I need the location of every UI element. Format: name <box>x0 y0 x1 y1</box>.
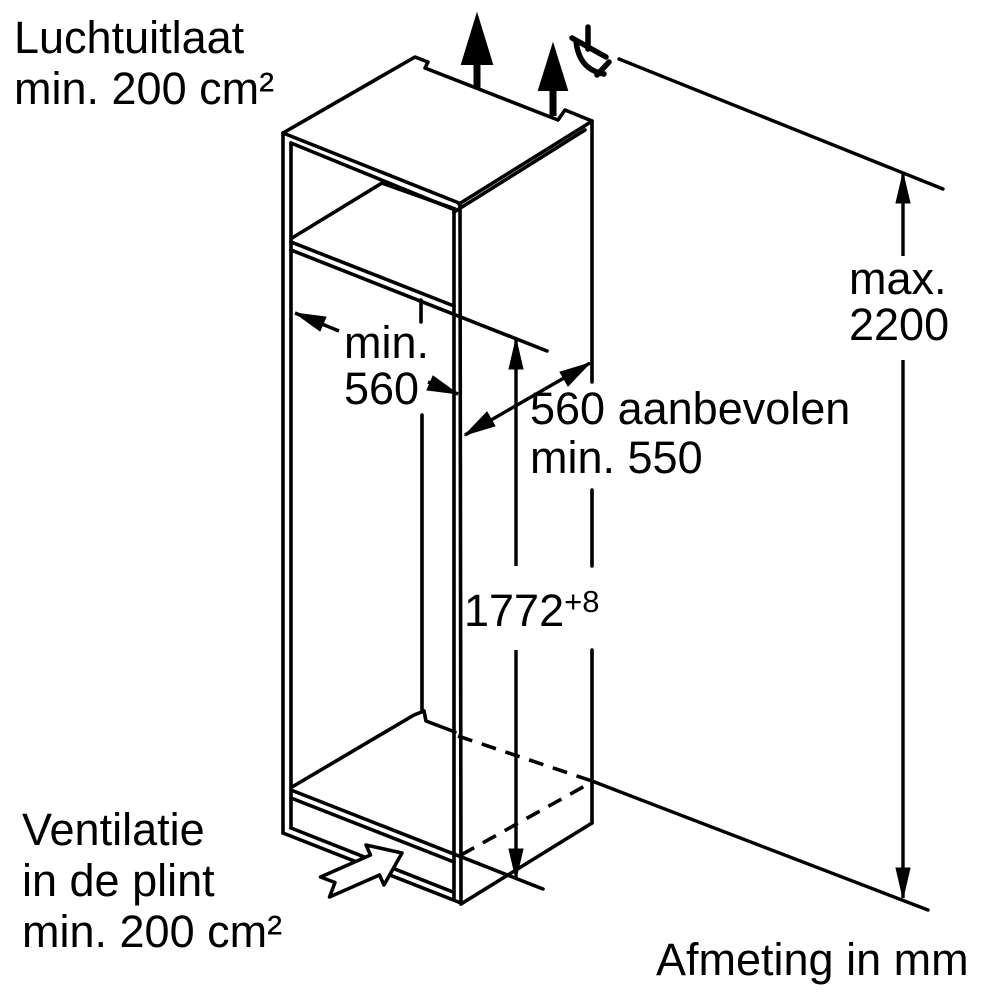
air-outlet-label <box>14 12 274 114</box>
max-height-line1: max. <box>849 253 947 304</box>
plinth-vent-line3: min. 200 cm² <box>22 906 283 957</box>
niche-depth-line2: min. 550 <box>530 432 703 483</box>
plinth-vent-label <box>22 804 282 957</box>
max-height-line2: 2200 <box>849 299 950 350</box>
niche-width-line1: min. <box>344 317 430 368</box>
units-note: Afmeting in mm <box>656 934 969 985</box>
airflow-up-arrows <box>462 15 567 116</box>
niche-width-line2: 560 <box>344 363 420 414</box>
niche-width-label <box>344 317 430 414</box>
plinth-vent-line2: in de plint <box>22 855 215 906</box>
air-deflection-icon <box>572 27 609 75</box>
niche-height-tolerance: +8 <box>564 584 600 619</box>
air-outlet-line2: min. 200 cm² <box>14 63 275 114</box>
niche-depth-line1: 560 aanbevolen <box>530 383 851 434</box>
max-height-label <box>849 253 950 350</box>
niche-depth-label <box>530 384 850 482</box>
air-outlet-line1: Luchtuitlaat <box>14 12 245 63</box>
leader-lines <box>592 59 943 910</box>
niche-height-label <box>464 576 599 636</box>
niche-height-value: 1772 <box>464 585 565 636</box>
plinth-vent-line1: Ventilatie <box>22 804 205 855</box>
